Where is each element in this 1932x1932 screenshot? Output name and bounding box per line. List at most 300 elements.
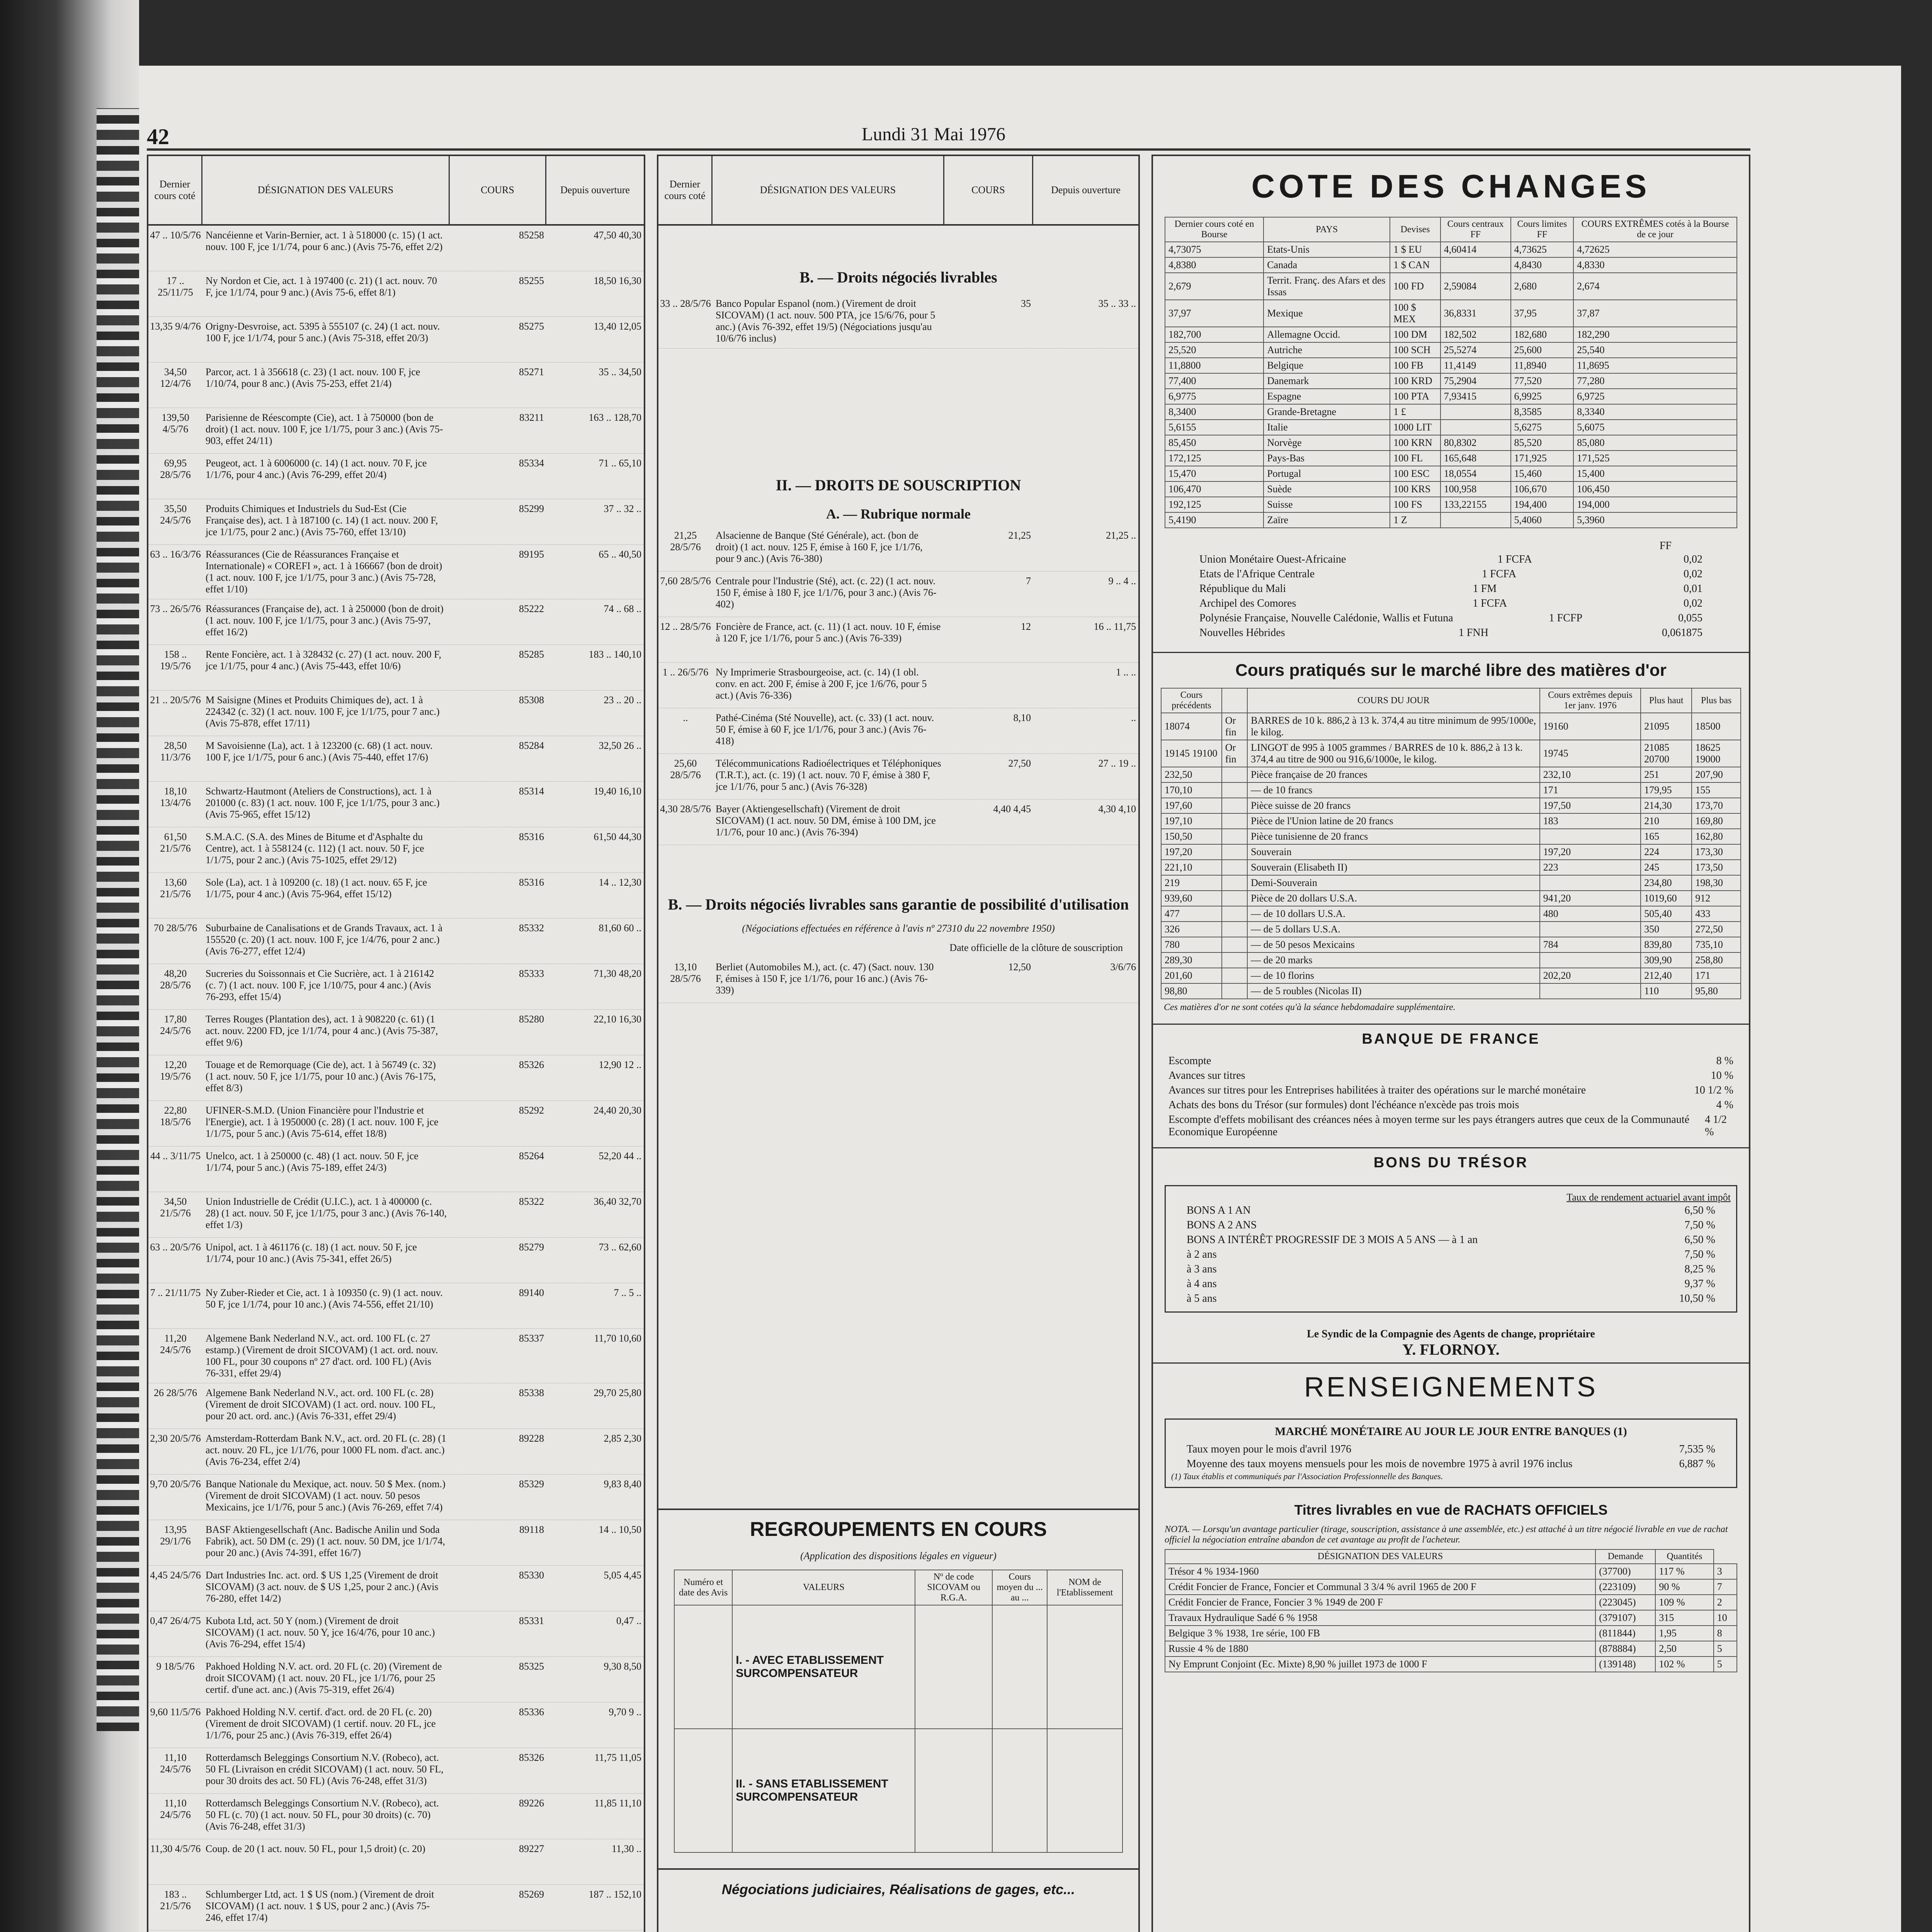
table-cell (1222, 844, 1247, 860)
list-value: Escompte d'effets mobilisant des créances nées à moyen terme sur les pays étrangers autres que ceux de la Communauté Economique Européenne (1168, 1114, 1690, 1138)
table-cell: 110 (1641, 983, 1692, 999)
table-row (658, 526, 1138, 571)
row-extremes: 61,50 44,30 (594, 831, 641, 842)
table-row (658, 617, 1138, 663)
table-cell (1222, 767, 1247, 782)
table-row (658, 663, 1138, 708)
table-cell: 5 (1714, 1656, 1737, 1672)
table-cell: 214,30 (1641, 798, 1692, 813)
row-extremes: 12,90 12 .. (599, 1059, 641, 1070)
column-header: Quantités (1655, 1549, 1713, 1564)
table-cell: 100 FL (1390, 451, 1440, 466)
table-cell (1222, 983, 1247, 999)
table-cell: 165,648 (1440, 451, 1511, 466)
table-row (148, 1748, 644, 1794)
table-cell: — de 10 florins (1247, 968, 1540, 983)
table-cell: Trésor 4 % 1934-1960 (1165, 1564, 1595, 1579)
table-row (1161, 937, 1741, 952)
table-cell: 11,8695 (1573, 358, 1737, 373)
table-cell: 4,73625 (1511, 242, 1574, 257)
table-row (1165, 420, 1737, 435)
table-cell: 133,22155 (1440, 497, 1511, 512)
page-header (147, 116, 1750, 151)
list-value: à 4 ans (1187, 1278, 1217, 1290)
table-row (1165, 273, 1737, 300)
table-cell (1222, 798, 1247, 813)
table-cell (1222, 968, 1247, 983)
column-changes (1151, 155, 1750, 1932)
row-date: 158 .. 19/5/76 (160, 649, 191, 672)
table-cell: (223045) (1595, 1595, 1655, 1610)
bdf-title: BANQUE DE FRANCE (1153, 1024, 1749, 1054)
table-cell: 173,70 (1692, 798, 1741, 813)
table-cell (1222, 813, 1247, 829)
row-cours: 83211 (519, 412, 544, 423)
row-date: 2,30 20/5/76 (150, 1433, 201, 1444)
row-date: 1 .. 26/5/76 (662, 667, 709, 678)
table-cell: 90 % (1655, 1579, 1713, 1595)
table-row (148, 1885, 644, 1930)
list-value: 1 FNH (1458, 627, 1488, 639)
row-date: 11,10 24/5/76 (160, 1798, 191, 1820)
row-designation: Banque Nationale du Mexique, act. nouv. 50 $ Mex. (nom.) (Virement de droit SICOVAM) (1 act. nouv. 50 pesos Mexicains, jce 1/1/76, pour 5 anc.) (Avis 76-269, effet 7/4) (206, 1478, 446, 1513)
table-cell: Suède (1264, 481, 1390, 497)
row-cours: 85333 (519, 968, 544, 979)
table-cell: 1,95 (1655, 1626, 1713, 1641)
table-cell: 4,73075 (1165, 242, 1264, 257)
table-cell: 19145 19100 (1161, 740, 1222, 767)
table-cell: BARRES de 10 k. 886,2 à 13 k. 374,4 au titre minimum de 995/1000e, le kilog. (1247, 713, 1540, 740)
row-extremes: .. (1131, 712, 1136, 723)
table-cell: 106,470 (1165, 481, 1264, 497)
row-date: 35,50 24/5/76 (160, 503, 191, 526)
table-cell: 6,9725 (1573, 389, 1737, 404)
table-cell: (223109) (1595, 1579, 1655, 1595)
row-designation: Pakhoed Holding N.V. act. ord. 20 FL (c. 20) (Virement de droit SICOVAM) (1 act. nouv. 20 FL, jce 1/1/76, pour 25 certif. d'une act. anc.) (Avis 75-319, effet 26/4) (206, 1661, 442, 1695)
row-designation: Union Industrielle de Crédit (U.I.C.), act. 1 à 400000 (c. 28) (1 act. nouv. 50 F, jce 1/1/75, pour 3 anc.) (Avis 76-140, effet 1/3) (206, 1196, 447, 1230)
list-value: 8,25 % (1684, 1263, 1715, 1275)
row-designation: Banco Popular Espanol (nom.) (Virement de droit SICOVAM) (1 act. nouv. 500 PTA, jce 15/6/76, pour 5 anc.) (Avis 76-392, effet 19/5) (Négociations jusqu'au 10/6/76 inclus) (716, 298, 935, 344)
list-item (1171, 1442, 1731, 1457)
list-value: 9,37 % (1684, 1278, 1715, 1290)
row-cours: 85334 (519, 457, 544, 469)
table-row (658, 294, 1138, 349)
table-cell: 207,90 (1692, 767, 1741, 782)
table-cell: 433 (1692, 906, 1741, 922)
table-row (148, 1192, 644, 1238)
rachats-nota: NOTA. — Lorsqu'un avantage particulier (tirage, souscription, assistance à une assemblée, etc.) est attaché à un titre négocié livrable en vue de rachat officiel la négociation entraîne abandon de cet avantage au profit de l'acheteur. (1165, 1524, 1728, 1545)
header-last: Dernier cours coté (658, 156, 713, 224)
table-row (1165, 389, 1737, 404)
table-cell: Suisse (1264, 497, 1390, 512)
bdf-list (1153, 1054, 1749, 1139)
row-designation: Coup. de 20 (1 act. nouv. 50 FL, pour 1,5 droit) (c. 20) (206, 1843, 425, 1854)
table-cell: 173,30 (1692, 844, 1741, 860)
list-item (1153, 1054, 1749, 1068)
table-cell: 315 (1655, 1610, 1713, 1626)
table-cell: 941,20 (1540, 891, 1641, 906)
row-cours: 89140 (519, 1287, 544, 1298)
regroupements-section (658, 1509, 1138, 1909)
table-cell: 232,10 (1540, 767, 1641, 782)
table-cell: 21095 (1641, 713, 1692, 740)
table-cell: 2,59084 (1440, 273, 1511, 300)
column-header: PAYS (1264, 217, 1390, 242)
bons-list (1171, 1203, 1731, 1306)
regroup-note: (Application des dispositions légales en vigueur) (800, 1550, 997, 1561)
row-cours: 85326 (519, 1752, 544, 1763)
row-extremes: 16 .. 11,75 (1094, 621, 1136, 632)
table-cell: 1 $ CAN (1390, 257, 1440, 273)
rens-title: RENSEIGNEMENTS (1153, 1362, 1749, 1411)
row-extremes: 0,47 .. (616, 1615, 641, 1626)
table-row (148, 690, 644, 736)
row-extremes: 22,10 16,30 (594, 1014, 641, 1025)
list-item (1171, 1291, 1731, 1306)
syndic-name: Y. FLORNOY. (1402, 1341, 1500, 1358)
table-cell: 182,700 (1165, 327, 1264, 342)
row-extremes: 23 .. 20 .. (604, 694, 641, 706)
table-cell: 85,080 (1573, 435, 1737, 451)
list-value: BONS A 1 AN (1187, 1204, 1251, 1216)
table-cell: Zaïre (1264, 512, 1390, 528)
row-date: 17,80 24/5/76 (160, 1014, 191, 1036)
table-cell: 100 FD (1390, 273, 1440, 300)
row-cours: 85308 (519, 694, 544, 706)
table-cell: Ny Emprunt Conjoint (Ec. Mixte) 8,90 % juillet 1973 de 1000 F (1165, 1656, 1595, 1672)
bons-title: BONS DU TRÉSOR (1153, 1147, 1749, 1177)
table-cell: 202,20 (1540, 968, 1641, 983)
row-date: 17 .. 25/11/75 (158, 275, 193, 298)
table-cell: 505,40 (1641, 906, 1692, 922)
table-row (148, 736, 644, 782)
list-value: 1 FCFA (1497, 553, 1532, 565)
row-date: 13,95 29/1/76 (160, 1524, 191, 1547)
row-extremes: 14 .. 10,50 (599, 1524, 641, 1535)
table-cell: 25,600 (1511, 342, 1574, 358)
table-cell: 2 (1714, 1595, 1737, 1610)
header-depuis: Depuis ouverture (1051, 184, 1121, 196)
column-header: Nº de code SICOVAM ou R.G.A. (915, 1570, 992, 1605)
droits-list (658, 526, 1138, 845)
row-cours: 12 (1021, 621, 1031, 632)
table-row (148, 1383, 644, 1429)
row-cours: 85255 (519, 275, 544, 286)
table-row (1161, 782, 1741, 798)
table-cell (1440, 420, 1511, 435)
table-cell: 100 FB (1390, 358, 1440, 373)
table-cell: 197,60 (1161, 798, 1222, 813)
row-date: 0,47 26/4/75 (150, 1615, 201, 1626)
row-designation: Berliet (Automobiles M.), act. (c. 47) (Sact. nouv. 130 F, émises à 150 F, jce 1/1/76, pour 16 anc.) (Avis 76-339) (716, 961, 934, 996)
row-extremes: 35 .. 33 .. (1098, 298, 1136, 309)
list-value: 0,02 (1683, 553, 1702, 565)
row-cours: 21,25 (1008, 530, 1031, 541)
row-designation: Unelco, act. 1 à 250000 (c. 48) (1 act. nouv. 50 F, jce 1/1/74, pour 5 anc.) (Avis 75-189, effet 24/3) (206, 1150, 418, 1173)
header-last: Dernier cours coté (148, 156, 202, 224)
table-cell: Pièce tunisienne de 20 francs (1247, 829, 1540, 844)
table-cell: 4,72625 (1573, 242, 1737, 257)
table-row (148, 1010, 644, 1055)
table-cell: 100 FS (1390, 497, 1440, 512)
list-value: Avances sur titres pour les Entreprises habilitées à traiter des opérations sur le marché monétaire (1168, 1084, 1586, 1096)
table-cell: Demi-Souverain (1247, 875, 1540, 891)
list-value: 6,887 % (1679, 1458, 1715, 1470)
row-cours: 85280 (519, 1014, 544, 1025)
table-cell: — de 50 pesos Mexicains (1247, 937, 1540, 952)
valeurs-list (148, 226, 644, 1932)
row-designation: Schwartz-Hautmont (Ateliers de Constructions), act. 1 à 201000 (c. 83) (1 act. nouv. 100 F, jce 1/1/75, pour 3 anc.) (Avis 75-965, effet 15/12) (206, 786, 440, 820)
column-valeurs (147, 155, 645, 1932)
table-cell: Travaux Hydraulique Sadé 6 % 1958 (1165, 1610, 1595, 1626)
row-extremes: 36,40 32,70 (594, 1196, 641, 1207)
row-designation: Dart Industries Inc. act. ord. $ US 1,25 (Virement de droit SICOVAM) (3 act. nouv. de $ US 1,25, pour 2 anc.) (Avis 76-280, effet 14/2) (206, 1570, 439, 1604)
row-date: 44 .. 3/11/75 (150, 1150, 201, 1162)
table-cell: 85,520 (1511, 435, 1574, 451)
rachats-table (1165, 1549, 1737, 1672)
row-cours: 85258 (519, 230, 544, 241)
column-header: Cours moyen du ... au ... (992, 1570, 1047, 1605)
list-value: République du Mali (1199, 583, 1286, 595)
row-extremes: 73 .. 62,60 (599, 1242, 641, 1253)
row-extremes: 35 .. 34,50 (599, 366, 641, 378)
table-cell: 201,60 (1161, 968, 1222, 983)
column-header: COURS EXTRÊMES cotés à la Bourse de ce jour (1573, 217, 1737, 242)
table-cell: Pièce française de 20 frances (1247, 767, 1540, 782)
list-item (1184, 552, 1718, 567)
row-cours: 85331 (519, 1615, 544, 1626)
table-cell: 172,125 (1165, 451, 1264, 466)
list-value: Achats des bons du Trésor (sur formules) dont l'échéance n'excède pas trois mois (1168, 1099, 1519, 1111)
row-date: 48,20 28/5/76 (160, 968, 191, 991)
column-header: Demande (1595, 1549, 1655, 1564)
row-designation: Produits Chimiques et Industriels du Sud-Est (Cie Française des), act. 1 à 187100 (c. 14) (1 act. nouv. 200 F, jce 1/1/75, pour 2 anc.) (Avis 75-760, effet 13/10) (206, 503, 438, 537)
table-cell: 780 (1161, 937, 1222, 952)
table-row (148, 362, 644, 408)
row-extremes: 9 .. 4 .. (1108, 575, 1136, 587)
row-cours (944, 663, 1033, 708)
syndic-line: Le Syndic de la Compagnie des Agents de change, propriétaire (1307, 1328, 1595, 1340)
row-designation: Nancéienne et Varin-Bernier, act. 1 à 518000 (c. 15) (1 act. nouv. 100 F, jce 1/1/74, pour 6 anc.) (Avis 75-76, effet 2/2) (206, 230, 443, 252)
ff-header: FF (1659, 540, 1672, 552)
table-cell: 5,6075 (1573, 420, 1737, 435)
table-cell: 183 (1540, 813, 1641, 829)
table-row (1165, 373, 1737, 389)
table-cell: 15,470 (1165, 466, 1264, 481)
table-cell: 197,50 (1540, 798, 1641, 813)
list-value: Moyenne des taux moyens mensuels pour les mois de novembre 1975 à avril 1976 inclus (1187, 1458, 1573, 1470)
table-cell (1222, 782, 1247, 798)
row-extremes: 9,70 9 .. (609, 1706, 641, 1718)
table-cell: 37,95 (1511, 300, 1574, 327)
table-row (1161, 906, 1741, 922)
list-value: Polynésie Française, Nouvelle Calédonie, Wallis et Futuna (1199, 612, 1453, 624)
row-designation: Suburbaine de Canalisations et de Grands Travaux, act. 1 à 155520 (c. 20) (1 act. nouv. 100 F, jce 1/4/76, pour 2 anc.) (Avis 76-277, effet 12/4) (206, 922, 443, 957)
row-cours: 85337 (519, 1333, 544, 1344)
table-cell (1440, 257, 1511, 273)
table-cell: 19160 (1540, 713, 1641, 740)
row-cours: 35 (1021, 298, 1031, 309)
list-item (1184, 596, 1718, 611)
row-date: 4,30 28/5/76 (660, 803, 711, 815)
table-cell: 37,87 (1573, 300, 1737, 327)
table-row (148, 827, 644, 873)
table-cell: 212,40 (1641, 968, 1692, 983)
row-extremes: 163 .. 128,70 (588, 412, 641, 423)
row-extremes: 24,40 20,30 (594, 1105, 641, 1116)
table-cell: 100 DM (1390, 327, 1440, 342)
table-row (148, 408, 644, 454)
table-row (1161, 767, 1741, 782)
table-cell: 10 (1714, 1610, 1737, 1626)
row-date: 34,50 12/4/76 (160, 366, 191, 389)
table-cell: 197,20 (1161, 844, 1222, 860)
row-cours: 85269 (519, 1889, 544, 1900)
table-cell: 7 (1714, 1579, 1737, 1595)
table-row (1165, 512, 1737, 528)
section-note: (Négociations effectuées en référence à l'avis nº 27310 du 22 novembre 1950) (742, 923, 1055, 934)
row-designation: Kubota Ltd, act. 50 Y (nom.) (Virement de droit SICOVAM) (1 act. nouv. 50 Y, jce 16/4/76, pour 10 anc.) (Avis 76-294, effet 15/4) (206, 1615, 435, 1650)
row-cours: 89227 (519, 1843, 544, 1854)
table-cell: 5 (1714, 1641, 1737, 1656)
table-cell: Mexique (1264, 300, 1390, 327)
table-cell: (379107) (1595, 1610, 1655, 1626)
row-designation: Touage et de Remorquage (Cie de), act. 1 à 56749 (c. 32) (1 act. nouv. 50 F, jce 1/1/75, pour 10 anc.) (Avis 76-175, effet 8/3) (206, 1059, 436, 1094)
table-cell: 109 % (1655, 1595, 1713, 1610)
row-extremes: 71,30 48,20 (594, 968, 641, 979)
row-date: 18,10 13/4/76 (160, 786, 191, 808)
list-item (1171, 1277, 1731, 1291)
row-designation: Pakhoed Holding N.V. certif. d'act. ord. de 20 FL (c. 20) (Virement de droit SICOVAM) (1 certif. nouv. 20 FL, jce 1/1/76, pour 25 anc.) (Avis 76-319, effet 26/4) (206, 1706, 436, 1741)
row-extremes: 65 .. 40,50 (599, 549, 641, 560)
table-cell: 5,6275 (1511, 420, 1574, 435)
table-row (658, 754, 1138, 799)
table-cell: 8 (1714, 1626, 1737, 1641)
table-cell: 77,280 (1573, 373, 1737, 389)
row-extremes: 14 .. 12,30 (599, 877, 641, 888)
list-item (1171, 1457, 1731, 1471)
row-extremes: 27 .. 19 .. (1098, 758, 1136, 769)
cloture-label: Date officielle de la clôture de souscription (949, 942, 1123, 953)
table-row (1161, 891, 1741, 906)
table-cell: 4,8380 (1165, 257, 1264, 273)
list-value: 0,061875 (1662, 627, 1702, 639)
table-cell: 194,400 (1511, 497, 1574, 512)
table-row (148, 918, 644, 964)
row-designation: Rente Foncière, act. 1 à 328432 (c. 27) (1 act. nouv. 200 F, jce 1/1/75, pour 4 anc.) (Avis 75-443, effet 10/6) (206, 649, 441, 672)
section-subtitle: A. — Rubrique normale (826, 506, 971, 522)
list-value: Etats de l'Afrique Centrale (1199, 568, 1315, 580)
row-date: 7 .. 21/11/75 (150, 1287, 201, 1298)
table-row (148, 782, 644, 827)
table-cell: 106,670 (1511, 481, 1574, 497)
table-cell (1222, 829, 1247, 844)
table-cell: Pièce de 20 dollars U.S.A. (1247, 891, 1540, 906)
table-cell: 1 Z (1390, 512, 1440, 528)
list-value: BONS A INTÉRÊT PROGRESSIF DE 3 MOIS A 5 ANS — à 1 an (1187, 1234, 1478, 1246)
table-cell: Pays-Bas (1264, 451, 1390, 466)
table-cell: 1019,60 (1641, 891, 1692, 906)
row-date: 69,95 28/5/76 (160, 457, 191, 480)
row-extremes: 37 .. 32 .. (604, 503, 641, 514)
row-date: 11,10 24/5/76 (160, 1752, 191, 1775)
table-row (1165, 497, 1737, 512)
row-designation: Alsacienne de Banque (Sté Générale), act. (bon de droit) (1 act. nouv. 125 F, émise à 160 F, jce 1/1/76, pour 9 anc.) (Avis 76-380) (716, 530, 923, 564)
table-cell: 210 (1641, 813, 1692, 829)
table-cell: 234,80 (1641, 875, 1692, 891)
table-cell: 100 KRN (1390, 435, 1440, 451)
column-droits (657, 155, 1140, 1932)
table-cell (1222, 922, 1247, 937)
table-cell: 309,90 (1641, 952, 1692, 968)
table-cell: 25,5274 (1440, 342, 1511, 358)
table-cell: 98,80 (1161, 983, 1222, 999)
table-cell: 106,450 (1573, 481, 1737, 497)
row-extremes: 1 .. .. (1116, 667, 1136, 678)
row-date: 63 .. 16/3/76 (150, 549, 201, 560)
regroup-title: REGROUPEMENTS EN COURS (750, 1518, 1047, 1541)
table-cell: LINGOT de 995 à 1005 grammes / BARRES de 10 k. 886,2 à 13 k. 374,4 au titre de 900 ou 916,6/1000e, le kilog. (1247, 740, 1540, 767)
row-date: 9,70 20/5/76 (150, 1478, 201, 1490)
table-cell: Italie (1264, 420, 1390, 435)
table-cell: 2,680 (1511, 273, 1574, 300)
row-cours: 85275 (519, 321, 544, 332)
table-row (148, 454, 644, 499)
row-date: 9,60 11/5/76 (150, 1706, 201, 1718)
row-designation: Origny-Desvroise, act. 5395 à 555107 (c. 24) (1 act. nouv. 100 F, jce 1/1/74, pour 5 anc.) (Avis 75-318, effet 20/3) (206, 321, 440, 344)
row-designation: Sucreries du Soissonnais et Cie Sucrière, act. 1 à 216142 (c. 7) (1 act. nouv. 100 F, jce 1/10/75, pour 4 anc.) (Avis 76-293, effet 15/4) (206, 968, 434, 1002)
regroup-row: I. - AVEC ETABLISSEMENT SURCOMPENSATEUR (732, 1605, 915, 1729)
table-cell: 8,3585 (1511, 404, 1574, 420)
row-date: 61,50 21/5/76 (160, 831, 191, 854)
table-row (148, 1429, 644, 1475)
table-cell: 170,10 (1161, 782, 1222, 798)
table-cell: Grande-Bretagne (1264, 404, 1390, 420)
column-header: Cours extrêmes depuis 1er janv. 1976 (1540, 688, 1641, 713)
table-cell: 36,8331 (1440, 300, 1511, 327)
row-designation: M Saisigne (Mines et Produits Chimiques de), act. 1 à 224342 (c. 32) (1 act. nouv. 100 F, jce 1/1/75, pour 7 anc.) (Avis 75-878, effet 17/11) (206, 694, 440, 729)
page-date: Lundi 31 Mai 1976 (862, 124, 1005, 145)
table-cell: 1 £ (1390, 404, 1440, 420)
table-row (1161, 875, 1741, 891)
table-cell: 5,6155 (1165, 420, 1264, 435)
table-cell: 839,80 (1641, 937, 1692, 952)
table-cell: Russie 4 % de 1880 (1165, 1641, 1595, 1656)
table-cell (1540, 922, 1641, 937)
row-date: .. (683, 712, 688, 723)
row-extremes: 9,30 8,50 (604, 1661, 641, 1672)
list-item (1184, 567, 1718, 582)
table-cell: 171,925 (1511, 451, 1574, 466)
table-cell: 272,50 (1692, 922, 1741, 937)
list-value: 4 1/2 % (1705, 1114, 1727, 1138)
row-extremes: 3/6/76 (1110, 961, 1136, 973)
table-row (1165, 358, 1737, 373)
table-cell: 219 (1161, 875, 1222, 891)
table-cell: 8,3400 (1165, 404, 1264, 420)
table-cell: Allemagne Occid. (1264, 327, 1390, 342)
list-item (1153, 1112, 1749, 1139)
row-designation (202, 1930, 450, 1932)
row-cours: 85314 (519, 786, 544, 797)
section-title: II. — DROITS DE SOUSCRIPTION (776, 476, 1021, 494)
row-date: 13,60 21/5/76 (160, 877, 191, 900)
table-cell: 350 (1641, 922, 1692, 937)
list-value: à 3 ans (1187, 1263, 1217, 1275)
table-cell: 2,50 (1655, 1641, 1713, 1656)
table-cell: 2,674 (1573, 273, 1737, 300)
list-value: Avances sur titres (1168, 1070, 1245, 1082)
